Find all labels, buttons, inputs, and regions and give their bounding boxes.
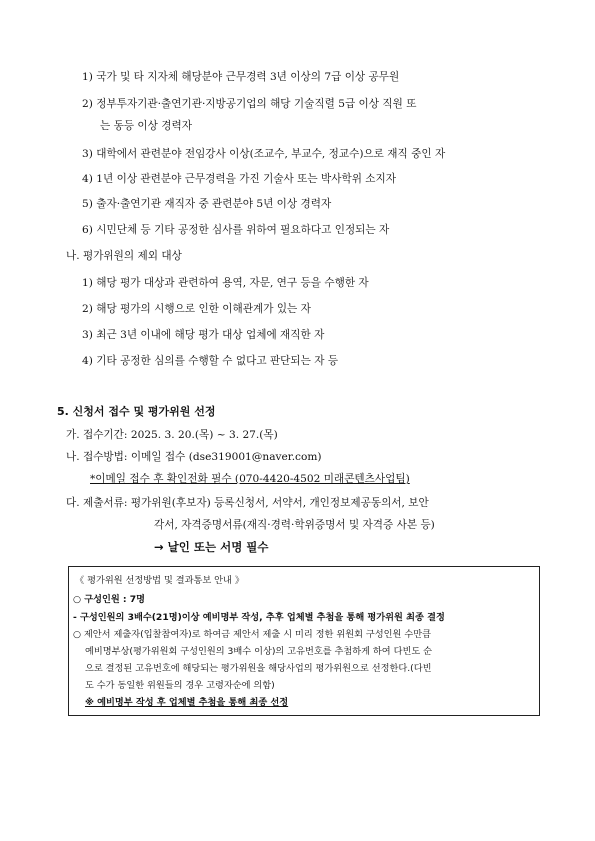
confirmation-call-note: *이메일 접수 후 확인전화 필수 (070-4420-4502 미래콘텐츠사업팀) [90,473,410,485]
exclusion-item: 4) 기타 공정한 심의를 수행할 수 없다고 판단되는 자 등 [82,355,339,367]
selection-paragraph: 도 수가 동일한 위원들의 경우 고령자순에 의함) [85,680,275,691]
qualification-item: 6) 시민단체 등 기타 공정한 심사를 위하여 필요하다고 인정되는 자 [82,224,390,236]
reserve-list-rule: - 구성인원의 3배수(21명)이상 예비명부 작성, 추후 업체별 추첨을 통해 평가위원 최종 결정 [73,612,445,623]
exclusion-title: 나. 평가위원의 제외 대상 [66,250,182,262]
selection-paragraph: 으로 결정된 고유번호에 해당되는 평가위원을 해당사업의 평가위원으로 선정한다.(다빈 [85,663,432,674]
qualification-item: 4) 1년 이상 관련분야 근무경력을 가진 기술사 또는 박사학위 소지자 [82,173,396,185]
qualification-item: 1) 국가 및 타 지자체 해당분야 근무경력 3년 이상의 7급 이상 공무원 [82,71,400,83]
selection-paragraph: ○ 제안서 제출자(입찰참여자)로 하여금 제안서 제출 시 미리 정한 위원회 구성인원 수만큼 [73,629,431,640]
seal-required-note: → 날인 또는 서명 필수 [154,540,269,554]
selection-paragraph: 예비명부상(평가위원회 구성인원의 3배수 이상)의 고유번호를 추첨하게 하여 다빈도 순 [85,646,433,657]
selection-info-box [68,566,540,716]
qualification-item: 2) 정부투자기관·출연기관·지방공기업의 해당 기술직렬 5급 이상 직원 또 [82,98,417,110]
qualification-item: 5) 출자·출연기관 재직자 중 관련분야 5년 이상 경력자 [82,198,332,210]
exclusion-item: 3) 최근 3년 이내에 해당 평가 대상 업체에 재직한 자 [82,329,325,341]
member-count: ○ 구성인원 : 7명 [73,594,146,605]
section-5-heading: 5. 신청서 접수 및 평가위원 선정 [57,405,216,418]
required-documents-continuation: 각서, 자격증명서류(재직·경력·학위증명서 및 자격증 사본 등) [154,519,435,531]
final-selection-note: ※ 예비명부 작성 후 업체별 추첨을 통해 최종 선정 [85,697,289,708]
box-title: 《 평가위원 선정방법 및 결과통보 안내 》 [75,575,245,586]
application-method: 나. 접수방법: 이메일 접수 (dse319001@naver.com) [66,451,322,463]
application-period: 가. 접수기간: 2025. 3. 20.(목) ~ 3. 27.(목) [66,429,278,441]
qualification-item: 3) 대학에서 관련분야 전임강사 이상(조교수, 부교수, 정교수)으로 재직 중인 자 [82,148,446,160]
exclusion-item: 1) 해당 평가 대상과 관련하여 용역, 자문, 연구 등을 수행한 자 [82,277,369,289]
required-documents: 다. 제출서류: 평가위원(후보자) 등록신청서, 서약서, 개인정보제공동의서, 보안 [66,497,429,509]
qualification-item-continuation: 는 동등 이상 경력자 [100,120,192,132]
exclusion-item: 2) 해당 평가의 시행으로 인한 이해관계가 있는 자 [82,303,311,315]
